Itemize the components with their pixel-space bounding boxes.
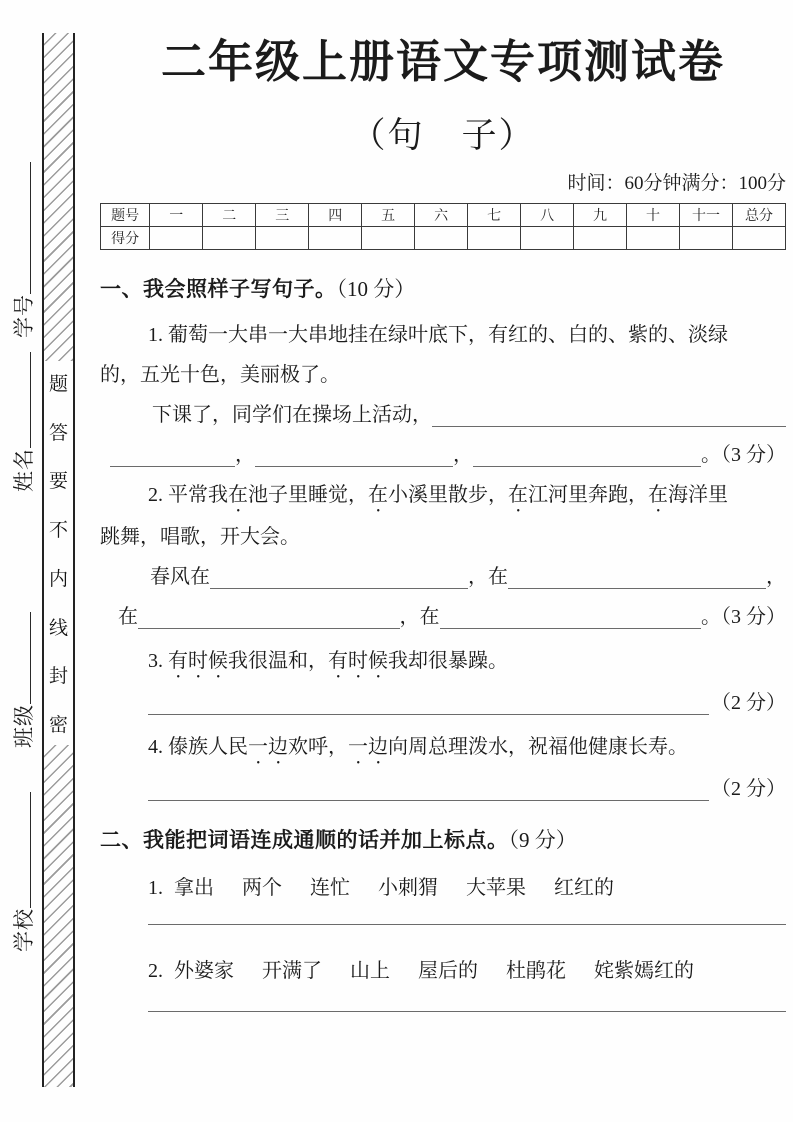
answer-blank bbox=[148, 1011, 786, 1012]
question-4-text bbox=[100, 727, 786, 769]
answer-blank bbox=[148, 924, 786, 925]
score-table-score-row bbox=[101, 227, 786, 250]
score-table-cell: 二 bbox=[203, 204, 256, 227]
hatch-pattern-top bbox=[44, 33, 73, 361]
answer-blank bbox=[473, 466, 701, 467]
section-one-title: 一、我会照样子写句子。 bbox=[100, 278, 337, 301]
class-label: 班级 bbox=[12, 704, 36, 748]
word-item: 杜鹃花 bbox=[506, 960, 566, 982]
score-table-cell: 五 bbox=[362, 204, 415, 227]
student-name-label: 姓名 bbox=[12, 448, 36, 492]
score-cell-empty bbox=[627, 227, 680, 250]
score-cell-empty bbox=[521, 227, 574, 250]
school-label: 学校 bbox=[12, 908, 36, 952]
seal-line-text bbox=[49, 361, 68, 745]
answer-blank bbox=[138, 628, 400, 629]
word-item: 两个 bbox=[242, 877, 282, 899]
word-item: 小刺猬 bbox=[378, 877, 438, 899]
word-item: 大苹果 bbox=[466, 877, 526, 899]
time-and-score-info: 时间：60分钟满分：100分 bbox=[567, 173, 786, 194]
connector-text: 在 bbox=[118, 606, 138, 628]
score-cell-empty bbox=[362, 227, 415, 250]
question-4-line: 4. 傣族人民一边欢呼，一边向周总理泼水，祝福他健康长寿。 bbox=[148, 736, 688, 758]
answer-blank bbox=[440, 628, 702, 629]
seal-char: 答 bbox=[48, 422, 68, 444]
test-paper-content bbox=[100, 0, 786, 1020]
word-item: 屋后的 bbox=[418, 960, 478, 982]
class-blank bbox=[30, 612, 31, 704]
score-table-cell: 十一 bbox=[680, 204, 733, 227]
question-4-points: （2 分） bbox=[711, 778, 786, 800]
word-item: 红红的 bbox=[554, 877, 614, 899]
question-2-text bbox=[100, 475, 786, 557]
question-1-points: 。（3 分） bbox=[701, 444, 786, 466]
word-item: 外婆家 bbox=[174, 960, 234, 982]
class-field bbox=[8, 612, 38, 748]
seal-char: 密 bbox=[48, 714, 68, 736]
separator-comma: ， bbox=[235, 444, 255, 466]
word-item: 拿出 bbox=[174, 877, 214, 899]
question-2-line-1: 2. 平常我在池子里睡觉，在小溪里散步，在江河里奔跑，在海洋里 bbox=[148, 484, 728, 506]
question-3-points: （2 分） bbox=[711, 692, 786, 714]
section-two-question-1-answer-line bbox=[100, 924, 786, 933]
seal-char: 线 bbox=[48, 617, 68, 639]
section-two-title: 二、我能把词语连成通顺的话并加上标点。 bbox=[100, 829, 509, 852]
question-3-line: 3. 有时候我很温和，有时候我却很暴躁。 bbox=[148, 650, 508, 672]
word-item: 山上 bbox=[350, 960, 390, 982]
score-table-cell: 六 bbox=[415, 204, 468, 227]
score-row-label: 得分 bbox=[101, 227, 150, 250]
section-two-question-2-answer-line bbox=[100, 1011, 786, 1020]
question-2-line-2: 跳舞，唱歌，开大会。 bbox=[100, 526, 300, 548]
question-1-text bbox=[100, 315, 786, 395]
section-two-points: （9 分） bbox=[508, 828, 577, 852]
score-table-cell: 一 bbox=[150, 204, 203, 227]
connector-text: ，在 bbox=[399, 606, 440, 628]
score-cell-empty bbox=[468, 227, 521, 250]
question-3-answer-line bbox=[100, 683, 786, 723]
connector-text: ，在 bbox=[468, 566, 508, 588]
question-number: 1. bbox=[148, 877, 163, 899]
seal-char: 题 bbox=[48, 374, 68, 395]
answer-blank bbox=[148, 800, 709, 801]
score-table-cell: 题号 bbox=[101, 204, 150, 227]
question-2-fill-line-1 bbox=[100, 557, 786, 597]
score-cell-empty bbox=[256, 227, 309, 250]
answer-blank bbox=[210, 588, 468, 589]
word-item: 姹紫嫣红的 bbox=[594, 960, 694, 982]
score-table-cell: 七 bbox=[468, 204, 521, 227]
question-4-answer-line bbox=[100, 769, 786, 809]
score-cell-empty bbox=[574, 227, 627, 250]
student-number-label: 学号 bbox=[12, 294, 36, 338]
question-2-points: 。（3 分） bbox=[701, 606, 786, 628]
score-cell-empty bbox=[203, 227, 256, 250]
separator-comma: ， bbox=[766, 566, 786, 588]
question-1-fill-lead: 下课了，同学们在操场上活动， bbox=[152, 404, 432, 426]
score-cell-empty bbox=[150, 227, 203, 250]
student-name-blank bbox=[30, 352, 31, 448]
question-number: 2. bbox=[148, 960, 163, 982]
seal-char: 要 bbox=[48, 471, 68, 493]
student-name-field bbox=[8, 352, 38, 492]
question-1-line-1: 1. 葡萄一大串一大串地挂在绿叶底下，有红的、白的、紫的、淡绿 bbox=[148, 324, 728, 346]
score-table bbox=[100, 203, 786, 250]
question-2-fill-lead: 春风在 bbox=[150, 566, 210, 588]
word-item: 连忙 bbox=[310, 877, 350, 899]
score-cell-empty bbox=[680, 227, 733, 250]
question-1-fill-line-1 bbox=[100, 395, 786, 435]
answer-blank bbox=[432, 426, 786, 427]
score-cell-empty bbox=[415, 227, 468, 250]
question-1-fill-line-2 bbox=[100, 435, 786, 475]
student-number-field bbox=[8, 162, 38, 338]
answer-blank bbox=[110, 466, 235, 467]
score-table-cell: 三 bbox=[256, 204, 309, 227]
seal-line-strip bbox=[42, 33, 75, 1087]
paper-title: 二年级上册语文专项测试卷 bbox=[160, 37, 725, 87]
section-two-question-1 bbox=[100, 868, 786, 908]
question-2-fill-line-2 bbox=[100, 597, 786, 637]
section-one-heading bbox=[100, 274, 786, 305]
section-two-heading bbox=[100, 825, 786, 856]
separator-comma: ， bbox=[453, 444, 473, 466]
score-table-cell: 十 bbox=[627, 204, 680, 227]
answer-blank bbox=[508, 588, 766, 589]
school-field bbox=[8, 792, 38, 952]
score-table-cell: 八 bbox=[521, 204, 574, 227]
question-3-text bbox=[100, 641, 786, 683]
score-table-header-row bbox=[101, 204, 786, 227]
answer-blank bbox=[148, 714, 709, 715]
hatch-pattern-bottom bbox=[44, 745, 73, 1087]
seal-char: 封 bbox=[48, 666, 68, 688]
score-table-cell: 总分 bbox=[732, 204, 785, 227]
score-cell-empty bbox=[309, 227, 362, 250]
section-one-points: （10 分） bbox=[336, 277, 416, 301]
section-two-question-2 bbox=[100, 951, 786, 991]
word-item: 开满了 bbox=[262, 960, 322, 982]
score-table-cell: 九 bbox=[574, 204, 627, 227]
paper-subtitle: （句 子） bbox=[350, 116, 536, 155]
seal-char: 内 bbox=[48, 568, 68, 590]
question-1-line-2: 的，五光十色，美丽极了。 bbox=[100, 364, 340, 386]
answer-blank bbox=[255, 466, 453, 467]
school-blank bbox=[30, 792, 31, 908]
student-number-blank bbox=[30, 162, 31, 294]
score-cell-empty bbox=[732, 227, 785, 250]
seal-char: 不 bbox=[48, 520, 68, 542]
score-table-cell: 四 bbox=[309, 204, 362, 227]
